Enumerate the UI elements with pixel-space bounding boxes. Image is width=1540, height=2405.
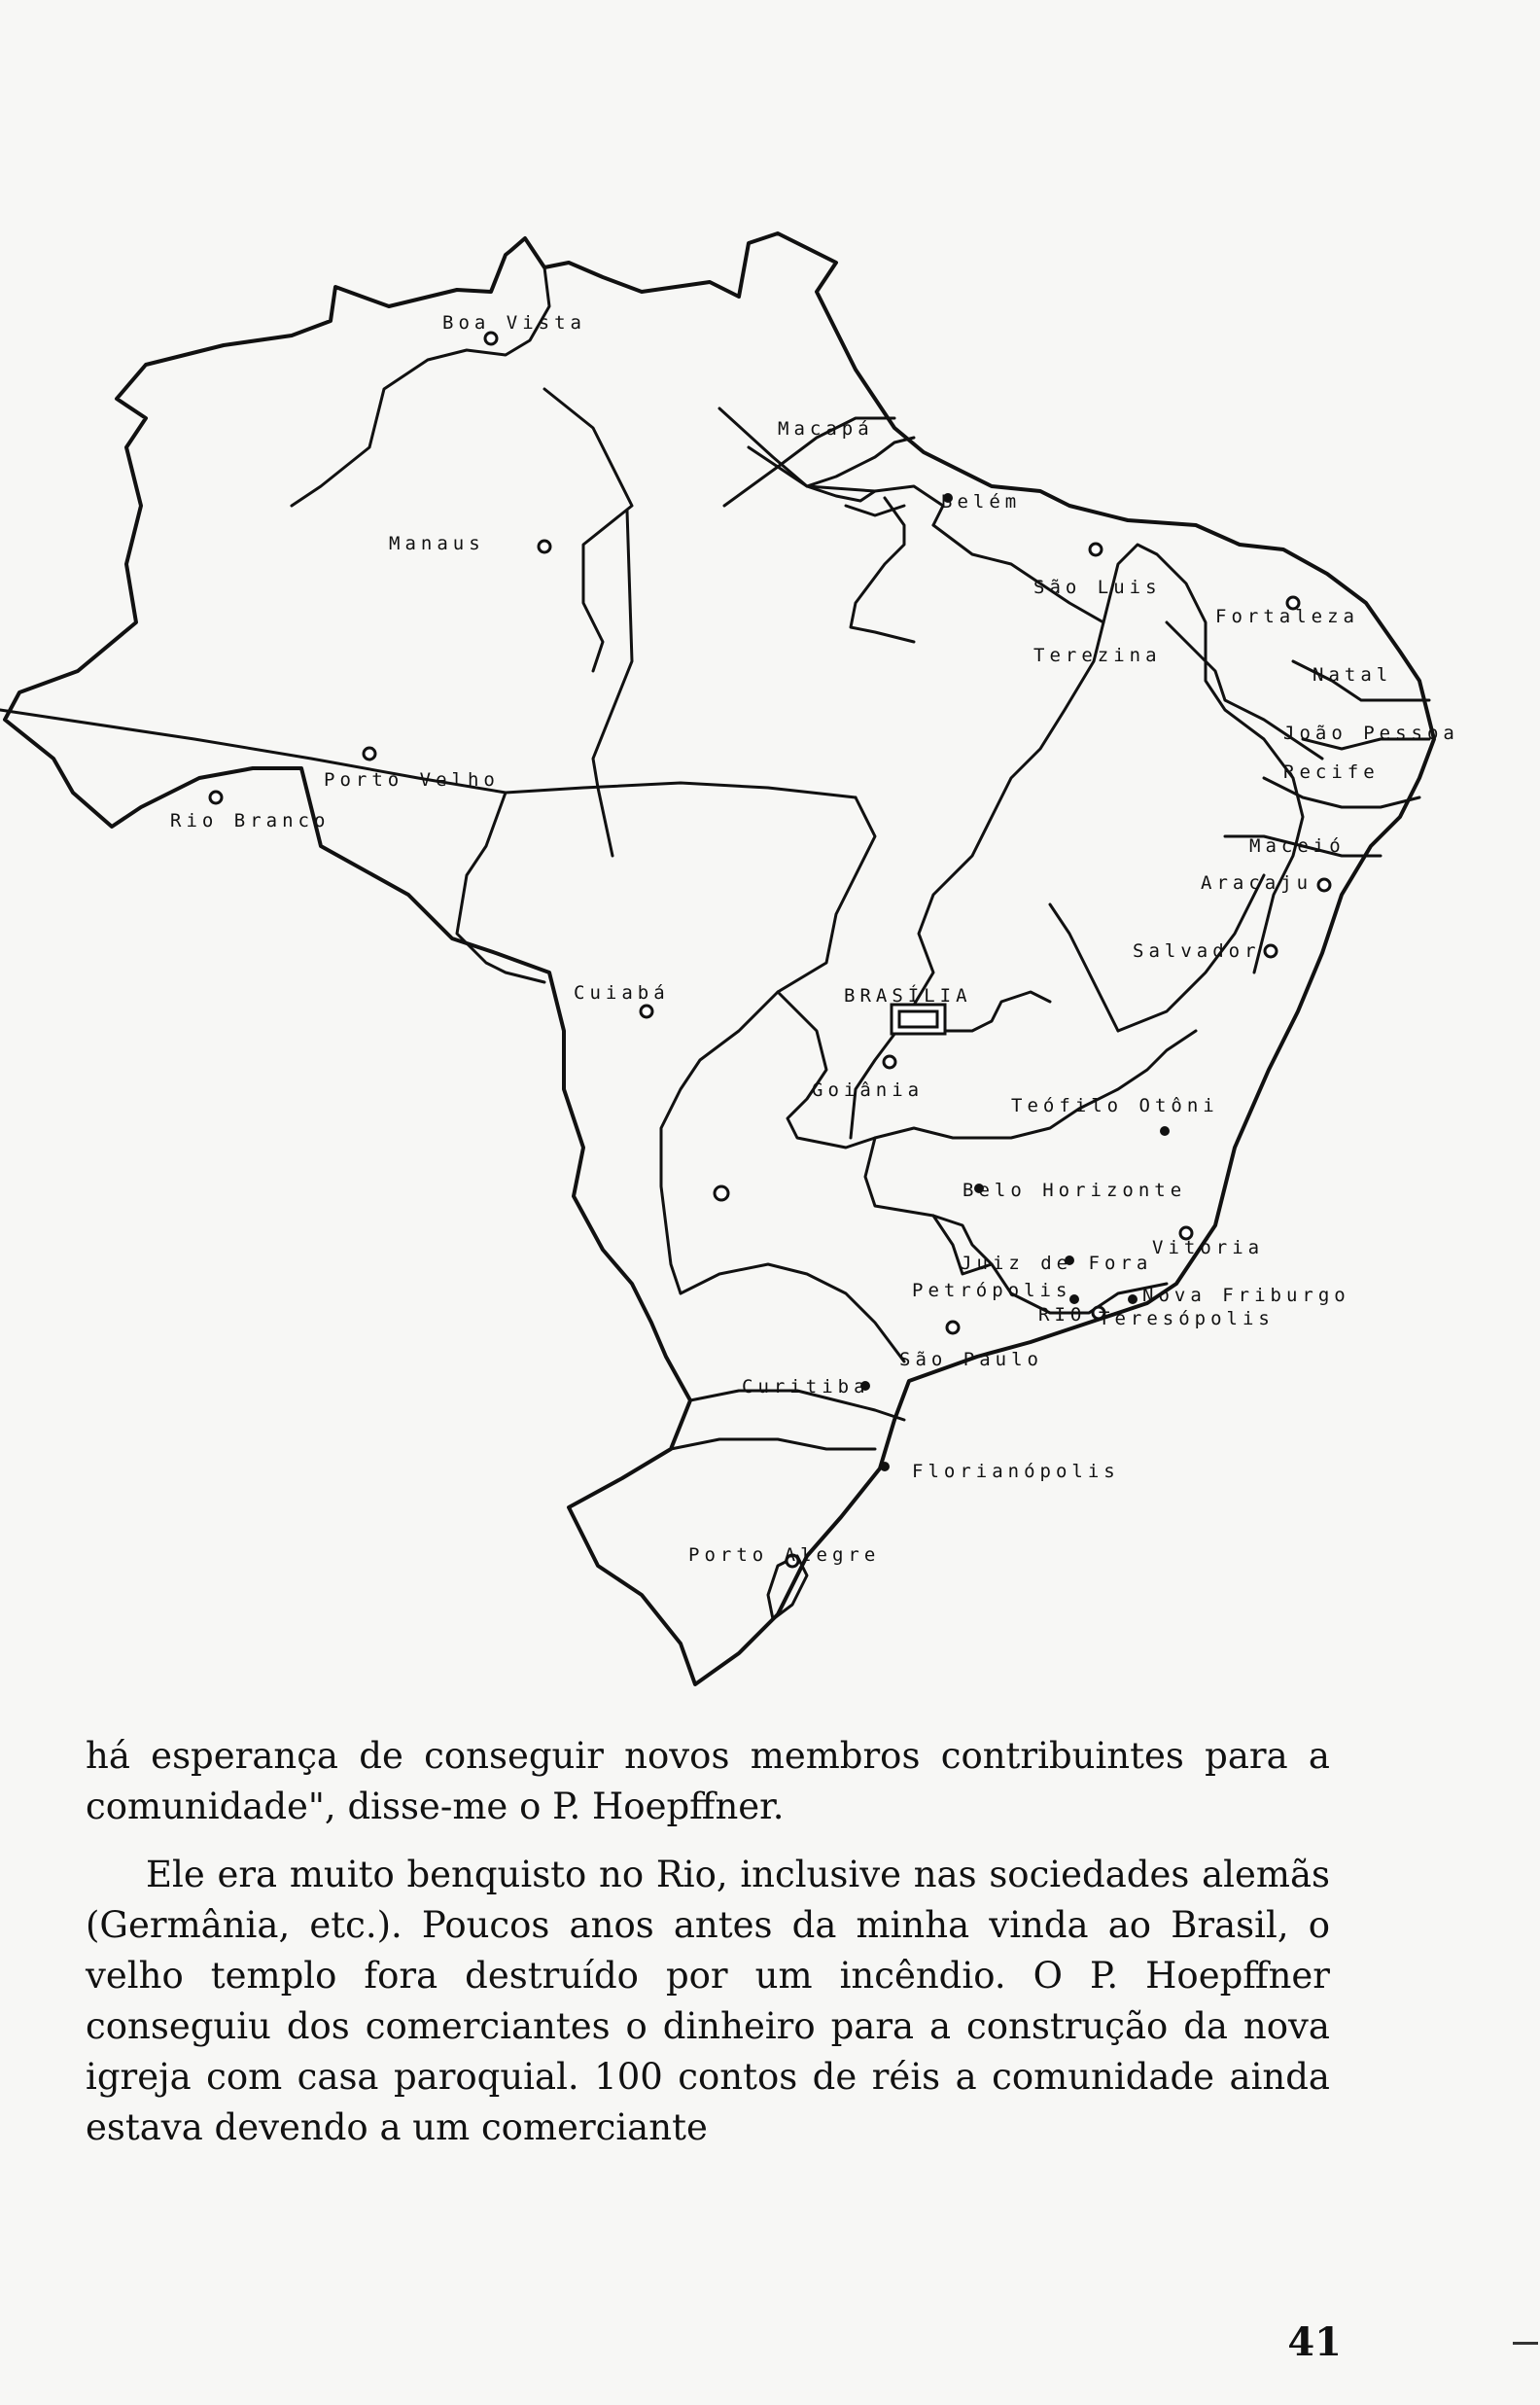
city-marker-porto-velho xyxy=(364,748,375,760)
city-label-teresopolis: Teresópolis xyxy=(1099,1308,1275,1329)
state-border xyxy=(1050,904,1118,1031)
city-marker-aracaju xyxy=(1318,879,1330,891)
city-label-fortaleza: Fortaleza xyxy=(1215,606,1359,627)
city-label-porto-velho: Porto Velho xyxy=(324,769,500,791)
state-border xyxy=(851,498,914,642)
page-edge-mark xyxy=(1513,2342,1538,2345)
amazon-delta xyxy=(807,438,914,515)
city-label-sao-luis: São Luis xyxy=(1033,577,1162,598)
state-border xyxy=(671,1439,875,1449)
city-marker-sao-paulo xyxy=(947,1322,959,1333)
city-marker-boa-vista xyxy=(485,333,497,344)
city-marker-unlabeled xyxy=(715,1186,728,1200)
city-label-natal: Natal xyxy=(1312,664,1393,686)
paragraph: Ele era muito benquisto no Rio, inclusive nas sociedades alemãs (Germânia, etc.). Poucos anos antes da minha vinda ao Brasil, o velho templo fora destruído por um incêndio. O P. Hoepffner conseguiu dos comerciantes o dinheiro para a construção da nova igreja com casa paroquial. 100 contos de réis a comunidade ainda estava devendo a um comerciante xyxy=(86,1854,1330,2148)
city-label-cuiaba: Cuiabá xyxy=(574,982,670,1004)
city-label-manaus: Manaus xyxy=(389,533,485,554)
page-number: 41 xyxy=(1287,2319,1342,2365)
city-label-macapa: Macapá xyxy=(778,418,874,440)
state-border xyxy=(593,511,632,856)
state-border xyxy=(544,389,632,671)
city-label-aracaju: Aracaju xyxy=(1201,872,1313,894)
body-text xyxy=(86,1731,1330,2153)
city-label-boa-vista: Boa Vista xyxy=(442,312,586,334)
city-label-sao-paulo: São Paulo xyxy=(899,1349,1043,1370)
brazil-map xyxy=(0,214,1459,1702)
state-border xyxy=(661,797,875,1293)
city-label-rio-branco: Rio Branco xyxy=(170,810,331,831)
city-marker-manaus xyxy=(539,541,550,552)
city-marker-rio-branco xyxy=(210,792,222,803)
city-label-rio: RIO xyxy=(1038,1304,1087,1326)
city-label-nova-friburgo: Nova Friburgo xyxy=(1142,1285,1350,1306)
city-label-joao-pessoa: João Pessoa xyxy=(1283,723,1459,744)
city-marker-salvador xyxy=(1265,945,1277,957)
state-border xyxy=(778,992,1196,1148)
city-label-porto-alegre: Porto Alegre xyxy=(688,1544,881,1566)
city-label-belem: Belém xyxy=(941,491,1022,513)
city-label-maceio: Maceió xyxy=(1249,835,1346,857)
city-marker-nova-friburgo xyxy=(1128,1294,1138,1304)
city-label-juiz-de-fora: Juiz de Fora xyxy=(961,1253,1153,1274)
city-label-curitiba: Curitiba xyxy=(742,1376,870,1397)
city-marker-teofilo-otoni xyxy=(1160,1126,1170,1136)
state-border xyxy=(851,525,1103,1138)
city-label-vitoria: Vitória xyxy=(1152,1237,1265,1258)
city-label-florianopolis: Florianópolis xyxy=(912,1461,1120,1482)
city-label-petropolis: Petrópolis xyxy=(912,1280,1072,1301)
city-marker-florianopolis xyxy=(880,1462,890,1471)
city-label-belo-horizonte: Belo Horizonte xyxy=(962,1180,1187,1201)
city-label-teofilo-otoni: Teófilo Otôni xyxy=(1011,1095,1219,1116)
city-label-brasilia: BRASÍLIA xyxy=(844,985,972,1007)
city-label-salvador: Salvador xyxy=(1133,940,1261,962)
city-label-terezina: Terezina xyxy=(1033,645,1162,666)
city-label-recife: Recife xyxy=(1283,761,1380,783)
city-marker-cuiaba xyxy=(641,1006,652,1017)
state-border xyxy=(681,1264,904,1362)
state-border xyxy=(292,267,549,506)
city-marker-goiania xyxy=(884,1056,895,1068)
paragraph: há esperança de conseguir novos membros contribuintes para a comunidade", disse-me o P. Hoepffner. xyxy=(86,1735,1330,1827)
brasilia-box-inner xyxy=(899,1011,937,1027)
city-label-goiania: Goiânia xyxy=(812,1079,925,1101)
city-marker-sao-luis xyxy=(1090,544,1102,555)
